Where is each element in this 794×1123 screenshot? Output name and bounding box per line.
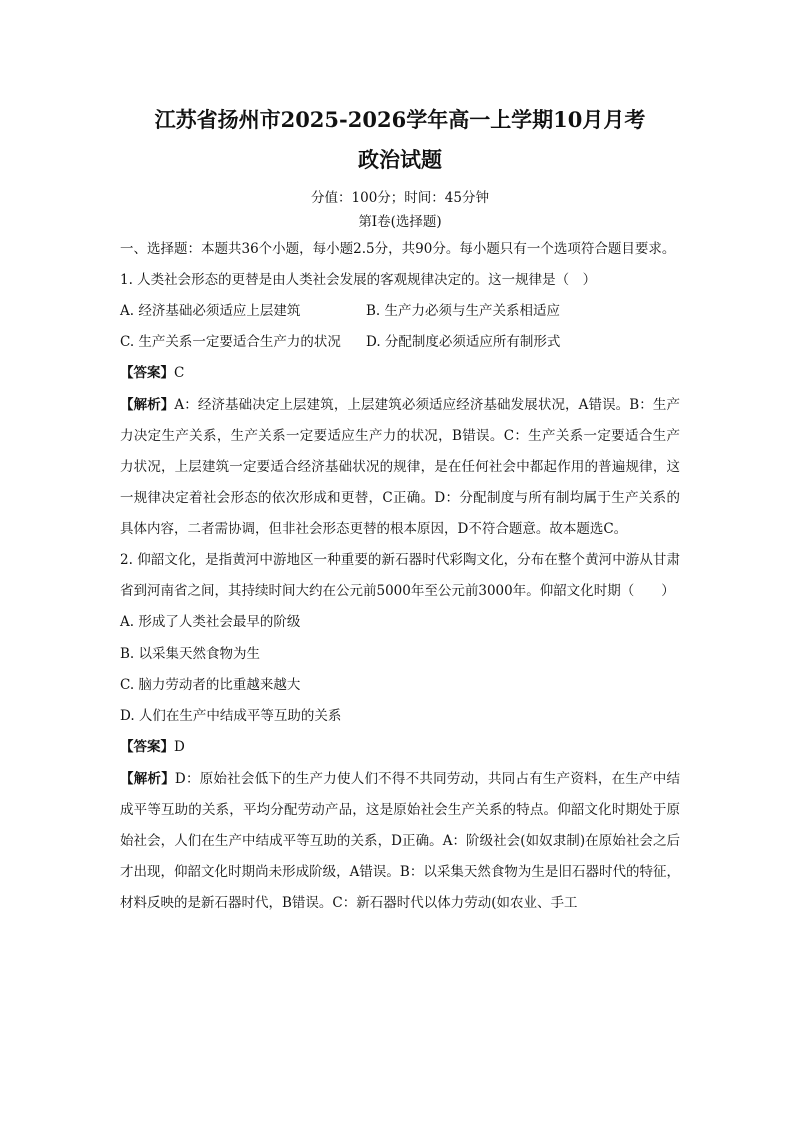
option-d: D. 分配制度必须适应所有制形式 — [366, 334, 561, 351]
question-1 — [120, 265, 680, 545]
analysis-text: D：原始社会低下的生产力使人们不得不共同劳动，共同占有生产资料，在生产中结成平等互助的关系，平均分配劳动产品，这是原始社会生产关系的特点。仰韶文化时期处于原始社会，人们在生产中结成平等互助的关系，D正确。A：阶级社会(如奴隶制)在原始社会之后才出现，仰韶文化时期尚未形成阶级，A错误。B：以采集天然食物为生是旧石器时代的特征，材料反映的是新石器时代，B错误。C：新石器时代以体力劳动(如农业、手工 — [120, 770, 680, 912]
exam-page — [120, 100, 680, 919]
analysis-label: 【解析】 — [120, 770, 175, 787]
question-2 — [120, 545, 680, 919]
option-c: C. 脑力劳动者的比重越来越大 — [120, 676, 301, 693]
analysis-paragraph — [120, 390, 680, 545]
question-stem: 2. 仰韶文化，是指黄河中游地区一种重要的新石器时代彩陶文化，分布在整个黄河中游从甘肃省到河南省之间，其持续时间大约在公元前5000年至公元前3000年。仰韶文化时期（ ） — [120, 552, 680, 600]
question-stem: 1. 人类社会形态的更替是由人类社会发展的客观规律决定的。这一规律是（ ） — [120, 272, 597, 288]
answer-label: 【答案】 — [120, 365, 174, 382]
analysis-text: A：经济基础决定上层建筑，上层建筑必须适应经济基础发展状况，A错误。B：生产力决定生产关系，生产关系一定要适应生产力的状况，B错误。C：生产关系一定要适合生产力状况，上层建筑一定要适合经济基础状况的规律，是在任何社会中都起作用的普遍规律，这一规律决定着社会形态的依次形成和更替，C正确。D：分配制度与所有制均属于生产关系的具体内容，二者需协调，但非社会形态更替的根本原因，D不符合题意。故本题选C。 — [120, 396, 681, 537]
answer-label: 【答案】 — [120, 739, 174, 756]
exam-subject: 政治试题 — [358, 147, 442, 172]
answer-line — [120, 358, 680, 389]
analysis-label: 【解析】 — [120, 396, 175, 413]
volume-label: 第Ⅰ卷(选择题) — [358, 214, 442, 230]
exam-title: 江苏省扬州市2025-2026学年高一上学期10月月考 — [154, 107, 646, 132]
option-row — [120, 327, 680, 358]
option-c: C. 生产关系一定要适合生产力的状况 — [120, 334, 341, 351]
answer-value: D — [174, 739, 185, 756]
option-a: A. 经济基础必须适应上层建筑 — [120, 303, 301, 320]
score-time-info: 分值：100分；时间：45分钟 — [311, 190, 489, 206]
option-row — [120, 296, 680, 327]
section-instructions: 一、选择题：本题共36个小题，每小题2.5分，共90分。每小题只有一个选项符合题目要求。 — [120, 241, 676, 257]
option-a: A. 形成了人类社会最早的阶级 — [120, 614, 301, 631]
option-d: D. 人们在生产中结成平等互助的关系 — [120, 708, 342, 725]
option-b: B. 以采集天然食物为生 — [120, 645, 261, 662]
answer-line — [120, 732, 680, 763]
analysis-paragraph — [120, 764, 680, 919]
option-b: B. 生产力必须与生产关系相适应 — [366, 303, 561, 320]
answer-value: C — [174, 365, 185, 382]
